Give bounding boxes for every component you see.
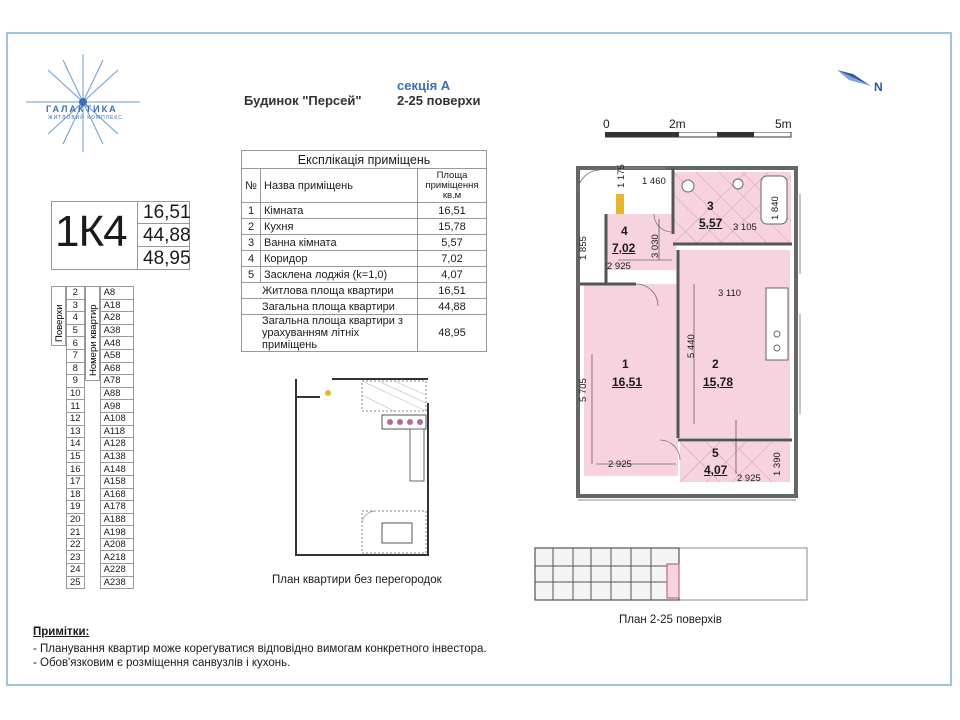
table-row: 5 Засклена лоджія (k=1,0) 4,07	[242, 267, 487, 283]
table-row	[67, 425, 134, 438]
col-no: №	[242, 169, 261, 203]
dim-1390: 1 390	[772, 452, 783, 476]
floor-number: 18	[67, 488, 85, 501]
table-row	[67, 488, 134, 501]
table-row: Загальна площа квартири з урахуванням літніх приміщень 48,95	[242, 315, 487, 352]
table-row	[67, 412, 134, 425]
room-3-area: 5,57	[699, 216, 723, 230]
north-label: N	[874, 80, 883, 94]
apartment-number: А138	[100, 450, 133, 463]
table-row	[67, 538, 134, 551]
table-row	[67, 349, 134, 362]
electric-panel-icon	[616, 194, 624, 214]
apartment-number: А48	[100, 337, 133, 350]
apartment-number: А228	[100, 564, 133, 577]
table-row	[67, 551, 134, 564]
floor-number: 12	[67, 412, 85, 425]
table-row	[67, 375, 134, 388]
apartment-plan	[556, 164, 806, 512]
dim-1460: 1 460	[642, 176, 666, 187]
room-5-area: 4,07	[704, 463, 728, 477]
note-item: - Обов'язковим є розміщення санвузлів і кухонь.	[33, 657, 291, 669]
table-row	[67, 324, 134, 337]
floor-number: 16	[67, 463, 85, 476]
area-total-summer: 48,95	[143, 248, 191, 269]
dim-1175: 1 175	[616, 164, 627, 188]
floor-number: 25	[67, 576, 85, 589]
apartment-code-box	[51, 201, 190, 270]
floor-number: 7	[67, 349, 85, 362]
floor-number: 13	[67, 425, 85, 438]
apartment-number: А158	[100, 475, 133, 488]
floors-header	[51, 286, 66, 346]
apartment-number: А8	[100, 287, 133, 300]
table-row	[67, 475, 134, 488]
apartment-number: А118	[100, 425, 133, 438]
dim-1840: 1 840	[770, 196, 781, 220]
table-row: Загальна площа квартири 44,88	[242, 299, 487, 315]
apartment-number: А238	[100, 576, 133, 589]
scale-label-2m: 2m	[669, 117, 686, 131]
floor-number: 9	[67, 375, 85, 388]
room-2-no: 2	[712, 357, 719, 371]
floor-number: 8	[67, 362, 85, 375]
floor-number: 5	[67, 324, 85, 337]
apartment-number: А218	[100, 551, 133, 564]
apartment-number: А168	[100, 488, 133, 501]
apartment-code: 1К4	[55, 207, 127, 256]
dim-3030: 3 030	[650, 234, 661, 258]
apartment-number: А198	[100, 526, 133, 539]
floor-number: 14	[67, 438, 85, 451]
sink-icon	[733, 179, 743, 189]
floor-number: 6	[67, 337, 85, 350]
logo-name: ГАЛАКТИКА	[46, 104, 118, 114]
apartment-number: А128	[100, 438, 133, 451]
apartment-number: А28	[100, 312, 133, 325]
dim-1855: 1 855	[578, 236, 589, 260]
table-row	[67, 337, 134, 350]
floor-number: 23	[67, 551, 85, 564]
scale-label-5m: 5m	[775, 117, 792, 131]
floors-label: Поверхи	[54, 304, 65, 342]
room-3-no: 3	[707, 199, 714, 213]
dim-2925-corridor: 2 925	[607, 261, 631, 272]
table-row	[67, 513, 134, 526]
apartment-number: А98	[100, 400, 133, 413]
floor-number: 24	[67, 564, 85, 577]
open-plan-drawing	[288, 373, 436, 563]
room-1-no: 1	[622, 357, 629, 371]
table-row	[67, 576, 134, 589]
floor-number: 17	[67, 475, 85, 488]
apartment-number: А148	[100, 463, 133, 476]
dim-2925-room: 2 925	[608, 459, 632, 470]
apartment-number: А38	[100, 324, 133, 337]
table-row	[67, 564, 134, 577]
table-row: Житлова площа квартири 16,51	[242, 283, 487, 299]
table-row: 3 Ванна кімната 5,57	[242, 235, 487, 251]
table-row	[67, 312, 134, 325]
floor-number: 20	[67, 513, 85, 526]
section-label: секція А	[397, 78, 451, 93]
apartment-number: А58	[100, 349, 133, 362]
room-4-area: 7,02	[612, 241, 636, 255]
table-row	[67, 463, 134, 476]
dim-2925-loggia: 2 925	[737, 473, 761, 484]
table-row	[67, 362, 134, 375]
apartment-number: А18	[100, 299, 133, 312]
table-row	[67, 526, 134, 539]
dim-5440: 5 440	[686, 334, 697, 358]
apartment-number: А178	[100, 501, 133, 514]
floor-number: 3	[67, 299, 85, 312]
explication-table	[241, 150, 487, 352]
floor-number: 21	[67, 526, 85, 539]
scale-bar	[605, 132, 795, 140]
dim-5705: 5 705	[578, 378, 589, 402]
table-row	[67, 400, 134, 413]
floor-number: 22	[67, 538, 85, 551]
dim-3105: 3 105	[733, 222, 757, 233]
area-living: 16,51	[143, 202, 191, 223]
building-name: Будинок "Персей"	[244, 93, 362, 108]
floors-label: 2-25 поверхи	[397, 93, 481, 108]
room-4-no: 4	[621, 224, 628, 238]
table-row: 2 Кухня 15,78	[242, 219, 487, 235]
floor-number: 19	[67, 501, 85, 514]
table-row: 4 Коридор 7,02	[242, 251, 487, 267]
table-row	[67, 450, 134, 463]
table-row	[67, 501, 134, 514]
table-row	[67, 299, 134, 312]
table-row: 1 Кімната 16,51	[242, 203, 487, 219]
table-row	[67, 287, 134, 300]
floors-table	[66, 286, 134, 589]
table-row	[67, 438, 134, 451]
floor-number: 15	[67, 450, 85, 463]
notes-title: Примітки:	[33, 626, 90, 638]
room-1-area: 16,51	[612, 375, 643, 389]
area-total: 44,88	[143, 225, 191, 246]
north-arrow-icon	[835, 66, 875, 92]
apartment-number: А88	[100, 387, 133, 400]
note-item: - Планування квартир може корегуватися відповідно вимогам конкретного інвестора.	[33, 643, 487, 655]
table-row	[67, 387, 134, 400]
room-2-area: 15,78	[703, 375, 734, 389]
apartment-number: А68	[100, 362, 133, 375]
floor-key-plan	[533, 544, 811, 604]
floor-number: 2	[67, 287, 85, 300]
open-plan-caption: План квартири без перегородок	[272, 574, 442, 586]
apartment-number: А208	[100, 538, 133, 551]
floor-number: 4	[67, 312, 85, 325]
col-area: Площа приміщення кв.м	[418, 169, 487, 203]
logo-subtitle: ЖИТЛОВИЙ КОМПЛЕКС	[48, 115, 123, 121]
toilet-icon	[682, 180, 694, 192]
apartment-number: А78	[100, 375, 133, 388]
floor-number: 11	[67, 400, 85, 413]
apartment-number: А188	[100, 513, 133, 526]
explication-title: Експлікація приміщень	[242, 151, 487, 169]
dim-3110: 3 110	[718, 288, 742, 299]
apartment-number: А108	[100, 412, 133, 425]
floor-number: 10	[67, 387, 85, 400]
room-5-no: 5	[712, 446, 719, 460]
floor-plan-caption: План 2-25 поверхів	[619, 614, 722, 626]
numbers-label: Номери квартир	[88, 304, 99, 376]
col-name: Назва приміщень	[261, 169, 418, 203]
scale-label-0: 0	[603, 117, 610, 131]
